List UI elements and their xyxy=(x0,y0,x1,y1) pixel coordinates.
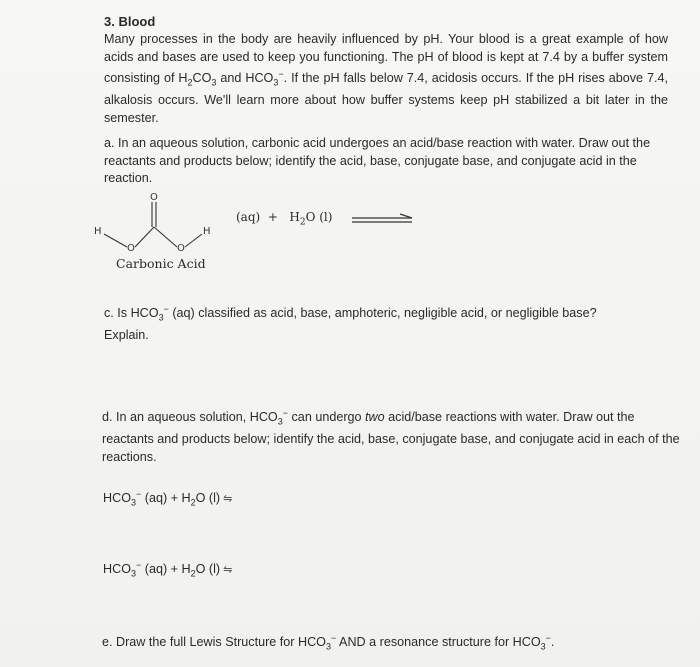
equilibrium-arrow-icon: ⇋ xyxy=(223,564,233,577)
equation-1: $HCO_3^-$ $(aq) + H_2O$ (l) ⇋ xyxy=(103,489,233,508)
atom-h-left: H xyxy=(94,226,102,237)
intro-paragraph: Many processes in the body are heavily influenced by pH. Your blood is a great example of how acids and bases are used to keep you functioning. The pH of blood is kept at 7.4 by a buffer system consisting of $H_2CO_3$ and $HCO_3^-$. If the pH falls below 7.4, acidosis occurs. If the pH rises above 7.4, alkalosis occurs. We'll learn more about how buffer systems keep pH stabilized a bit later in the semester. xyxy=(104,32,668,125)
atom-h-right: H xyxy=(203,226,211,237)
question-e-text: e. Draw the full Lewis Structure for $HCO_3^-$ AND a resonance structure for $HCO_3^-$. xyxy=(102,633,555,652)
question-heading: 3. Blood xyxy=(104,14,156,29)
molecule-label: Carbonic Acid xyxy=(116,256,206,271)
question-d-text: d. In an aqueous solution, $HCO_3^-$ can undergo two acid/base reactions with water. Draw out the reactants and products below; identify the acid, base, conjugate base, and conjugate acid in each of the reactions. xyxy=(102,408,680,464)
reaction-a-equation: (aq) + $H_2O$ (l) xyxy=(236,210,333,228)
equation-2: $HCO_3^-$ $(aq) + H_2O$ (l) ⇋ xyxy=(103,560,233,579)
atom-o-left: O xyxy=(127,243,135,254)
atom-o-carbonyl: O xyxy=(150,192,158,203)
question-a-text: a. In an aqueous solution, carbonic acid undergoes an acid/base reaction with water. Draw out the reactants and products below; identify the acid, base, conjugate base, and conjugate acid in the reaction. xyxy=(104,136,651,185)
question-c-text: c. Is $HCO_3^-$ (aq) classified as acid, base, amphoteric, negligible acid, or negligible base? Explain. xyxy=(104,304,597,343)
atom-o-right: O xyxy=(177,243,185,254)
equilibrium-arrow-icon: ⇋ xyxy=(223,493,233,506)
